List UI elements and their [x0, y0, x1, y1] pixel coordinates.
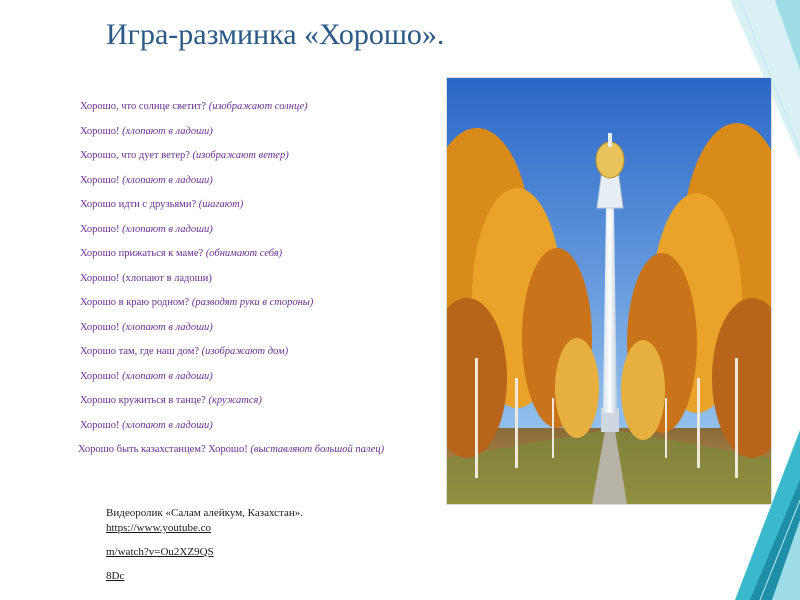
- poem-line: Хорошо! (хлопают в ладоши): [80, 321, 213, 333]
- poem-line: Хорошо! (хлопают в ладоши): [80, 419, 213, 431]
- poem-line: Хорошо, что солнце светит? (изображают солнце): [80, 101, 308, 112]
- video-reference: [106, 507, 303, 583]
- poem-text: [80, 100, 450, 468]
- video-link[interactable]: 8Dc: [106, 570, 125, 582]
- poem-line: Хорошо, что дует ветер? (изображают ветер): [80, 150, 289, 161]
- poem-line: Хорошо прижаться к маме? (обнимают себя): [80, 248, 283, 259]
- poem-line: Хорошо быть казахстанцем? Хорошо! (выставляют большой палец): [78, 444, 385, 455]
- poem-line: Хорошо! (хлопают в ладоши): [80, 370, 213, 382]
- video-link[interactable]: m/watch?v=Ou2XZ9QS: [106, 546, 214, 558]
- poem-line: Хорошо кружиться в танце? (кружатся): [80, 395, 262, 406]
- slide-title: Игра-разминка «Хорошо».: [106, 18, 445, 51]
- baiterek-tower-photo: [446, 77, 772, 505]
- poem-line: Хорошо идти с друзьями? (шагают): [80, 199, 244, 210]
- video-link[interactable]: https://www.youtube.co: [106, 522, 211, 534]
- poem-line: Хорошо! (хлопают в ладоши): [80, 223, 213, 235]
- poem-line: Хорошо! (хлопают в ладоши): [80, 125, 213, 137]
- poem-line: Хорошо там, где наш дом? (изображают дом): [80, 346, 289, 357]
- video-caption: Видеоролик «Салам алейкум, Казахстан».: [106, 507, 303, 519]
- poem-line: Хорошо! (хлопают в ладоши): [80, 174, 213, 186]
- poem-line: Хорошо! (хлопают в ладоши): [80, 272, 212, 284]
- poem-line: Хорошо в краю родном? (разводят руки в стороны): [80, 297, 314, 308]
